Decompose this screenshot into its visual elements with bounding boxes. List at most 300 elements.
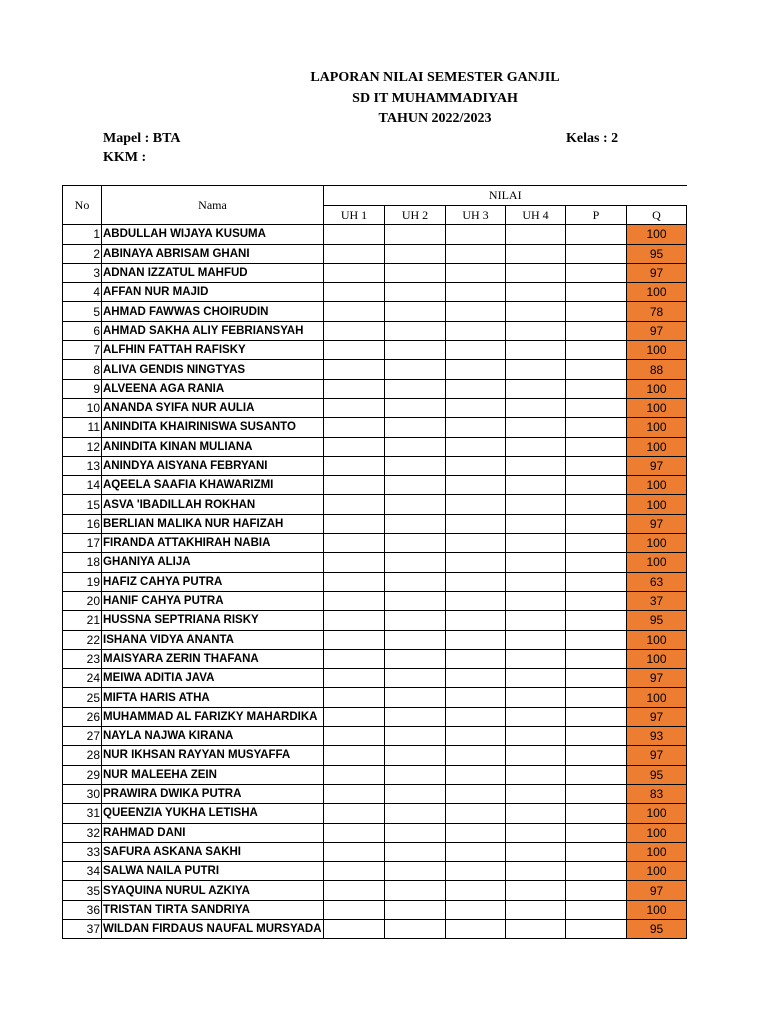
cell-q: 100 <box>627 862 687 881</box>
cell-uh3 <box>446 379 506 398</box>
cell-uh3 <box>446 881 506 900</box>
cell-uh4 <box>506 534 566 553</box>
table-row <box>63 360 687 379</box>
student-name: RAHMAD DANI <box>102 823 324 842</box>
cell-uh3 <box>446 784 506 803</box>
row-number: 16 <box>63 514 102 533</box>
cell-uh2 <box>385 649 446 668</box>
table-row <box>63 534 687 553</box>
row-number: 2 <box>63 244 102 263</box>
row-number: 7 <box>63 341 102 360</box>
cell-uh2 <box>385 244 446 263</box>
cell-uh2 <box>385 862 446 881</box>
cell-uh1 <box>324 784 385 803</box>
cell-uh2 <box>385 727 446 746</box>
row-number: 24 <box>63 669 102 688</box>
cell-uh3 <box>446 225 506 244</box>
cell-uh2 <box>385 225 446 244</box>
student-name: QUEENZIA YUKHA LETISHA <box>102 804 324 823</box>
cell-p <box>566 919 627 938</box>
cell-uh1 <box>324 341 385 360</box>
table-row <box>63 379 687 398</box>
cell-q: 95 <box>627 919 687 938</box>
cell-uh2 <box>385 302 446 321</box>
cell-uh4 <box>506 244 566 263</box>
cell-uh2 <box>385 919 446 938</box>
cell-uh2 <box>385 476 446 495</box>
cell-uh4 <box>506 823 566 842</box>
cell-uh3 <box>446 707 506 726</box>
cell-uh4 <box>506 688 566 707</box>
cell-q: 97 <box>627 669 687 688</box>
cell-p <box>566 534 627 553</box>
report-title: LAPORAN NILAI SEMESTER GANJIL <box>310 70 560 85</box>
student-name: TRISTAN TIRTA SANDRIYA <box>102 900 324 919</box>
row-number: 31 <box>63 804 102 823</box>
cell-uh2 <box>385 553 446 572</box>
student-name: MEIWA ADITIA JAVA <box>102 669 324 688</box>
student-name: AHMAD SAKHA ALIY FEBRIANSYAH <box>102 321 324 340</box>
cell-uh1 <box>324 649 385 668</box>
cell-uh4 <box>506 707 566 726</box>
cell-uh4 <box>506 418 566 437</box>
cell-uh3 <box>446 727 506 746</box>
cell-p <box>566 804 627 823</box>
cell-p <box>566 398 627 417</box>
header-uh1: UH 1 <box>324 206 385 225</box>
cell-uh4 <box>506 514 566 533</box>
cell-uh2 <box>385 398 446 417</box>
cell-uh1 <box>324 688 385 707</box>
header-nilai: NILAI <box>324 186 687 206</box>
row-number: 13 <box>63 456 102 475</box>
cell-p <box>566 418 627 437</box>
cell-q: 88 <box>627 360 687 379</box>
row-number: 28 <box>63 746 102 765</box>
cell-uh4 <box>506 225 566 244</box>
table-row <box>63 225 687 244</box>
table-row <box>63 611 687 630</box>
table-row <box>63 842 687 861</box>
table-row <box>63 784 687 803</box>
row-number: 35 <box>63 881 102 900</box>
cell-q: 100 <box>627 553 687 572</box>
student-name: ABINAYA ABRISAM GHANI <box>102 244 324 263</box>
cell-p <box>566 823 627 842</box>
cell-uh1 <box>324 842 385 861</box>
cell-p <box>566 746 627 765</box>
cell-q: 97 <box>627 707 687 726</box>
cell-p <box>566 727 627 746</box>
student-name: AHMAD FAWWAS CHOIRUDIN <box>102 302 324 321</box>
student-name: GHANIYA ALIJA <box>102 553 324 572</box>
cell-uh4 <box>506 862 566 881</box>
student-name: HANIF CAHYA PUTRA <box>102 591 324 610</box>
cell-uh1 <box>324 360 385 379</box>
row-number: 11 <box>63 418 102 437</box>
cell-uh4 <box>506 360 566 379</box>
cell-uh4 <box>506 611 566 630</box>
cell-q: 93 <box>627 727 687 746</box>
cell-uh4 <box>506 398 566 417</box>
cell-uh3 <box>446 842 506 861</box>
cell-uh2 <box>385 784 446 803</box>
cell-p <box>566 765 627 784</box>
table-row <box>63 341 687 360</box>
cell-uh2 <box>385 418 446 437</box>
cell-q: 100 <box>627 688 687 707</box>
class-label: Kelas : 2 <box>566 131 619 146</box>
row-number: 5 <box>63 302 102 321</box>
cell-uh4 <box>506 842 566 861</box>
row-number: 6 <box>63 321 102 340</box>
cell-q: 100 <box>627 534 687 553</box>
student-name: AQEELA SAAFIA KHAWARIZMI <box>102 476 324 495</box>
cell-uh2 <box>385 611 446 630</box>
cell-uh3 <box>446 919 506 938</box>
cell-uh2 <box>385 437 446 456</box>
cell-uh4 <box>506 900 566 919</box>
row-number: 26 <box>63 707 102 726</box>
school-year: TAHUN 2022/2023 <box>378 111 492 126</box>
cell-uh1 <box>324 823 385 842</box>
cell-q: 63 <box>627 572 687 591</box>
student-name: PRAWIRA DWIKA PUTRA <box>102 784 324 803</box>
cell-uh2 <box>385 707 446 726</box>
row-number: 10 <box>63 398 102 417</box>
subject-label: Mapel : BTA <box>103 131 181 146</box>
cell-p <box>566 842 627 861</box>
cell-uh1 <box>324 534 385 553</box>
cell-uh3 <box>446 572 506 591</box>
row-number: 17 <box>63 534 102 553</box>
cell-p <box>566 553 627 572</box>
cell-uh4 <box>506 456 566 475</box>
cell-q: 100 <box>627 630 687 649</box>
cell-q: 100 <box>627 823 687 842</box>
cell-uh2 <box>385 669 446 688</box>
row-number: 12 <box>63 437 102 456</box>
table-row <box>63 283 687 302</box>
cell-uh1 <box>324 727 385 746</box>
cell-uh1 <box>324 591 385 610</box>
cell-uh1 <box>324 514 385 533</box>
table-row <box>63 418 687 437</box>
cell-p <box>566 244 627 263</box>
cell-q: 95 <box>627 611 687 630</box>
cell-uh2 <box>385 360 446 379</box>
student-name: ISHANA VIDYA ANANTA <box>102 630 324 649</box>
cell-q: 83 <box>627 784 687 803</box>
cell-uh3 <box>446 476 506 495</box>
cell-uh4 <box>506 649 566 668</box>
student-name: SYAQUINA NURUL AZKIYA <box>102 881 324 900</box>
cell-p <box>566 611 627 630</box>
cell-uh2 <box>385 379 446 398</box>
student-name: SALWA NAILA PUTRI <box>102 862 324 881</box>
cell-uh4 <box>506 727 566 746</box>
cell-p <box>566 495 627 514</box>
cell-q: 97 <box>627 456 687 475</box>
cell-uh1 <box>324 476 385 495</box>
cell-uh4 <box>506 669 566 688</box>
cell-uh4 <box>506 591 566 610</box>
cell-uh4 <box>506 495 566 514</box>
cell-p <box>566 360 627 379</box>
student-name: NUR MALEEHA ZEIN <box>102 765 324 784</box>
row-number: 25 <box>63 688 102 707</box>
table-row <box>63 437 687 456</box>
cell-uh2 <box>385 900 446 919</box>
cell-p <box>566 707 627 726</box>
table-row <box>63 553 687 572</box>
table-row <box>63 727 687 746</box>
table-row <box>63 263 687 282</box>
student-name: ANINDYA AISYANA FEBRYANI <box>102 456 324 475</box>
row-number: 9 <box>63 379 102 398</box>
cell-p <box>566 456 627 475</box>
cell-uh1 <box>324 495 385 514</box>
row-number: 23 <box>63 649 102 668</box>
cell-uh4 <box>506 881 566 900</box>
student-name: ASVA 'IBADILLAH ROKHAN <box>102 495 324 514</box>
cell-p <box>566 688 627 707</box>
cell-uh3 <box>446 495 506 514</box>
cell-uh3 <box>446 746 506 765</box>
student-name: WILDAN FIRDAUS NAUFAL MURSYADA <box>102 919 324 938</box>
cell-p <box>566 881 627 900</box>
table-row <box>63 669 687 688</box>
cell-q: 100 <box>627 398 687 417</box>
cell-p <box>566 862 627 881</box>
cell-uh2 <box>385 630 446 649</box>
cell-uh2 <box>385 283 446 302</box>
table-row <box>63 302 687 321</box>
cell-uh3 <box>446 630 506 649</box>
cell-p <box>566 302 627 321</box>
table-row <box>63 321 687 340</box>
student-name: SAFURA ASKANA SAKHI <box>102 842 324 861</box>
cell-uh4 <box>506 263 566 282</box>
cell-p <box>566 341 627 360</box>
cell-uh1 <box>324 630 385 649</box>
cell-uh3 <box>446 900 506 919</box>
cell-uh2 <box>385 495 446 514</box>
cell-uh1 <box>324 244 385 263</box>
cell-p <box>566 514 627 533</box>
cell-uh3 <box>446 437 506 456</box>
row-number: 34 <box>63 862 102 881</box>
cell-uh3 <box>446 341 506 360</box>
cell-uh3 <box>446 591 506 610</box>
cell-q: 95 <box>627 244 687 263</box>
cell-uh3 <box>446 669 506 688</box>
cell-uh3 <box>446 765 506 784</box>
cell-uh1 <box>324 611 385 630</box>
table-row <box>63 476 687 495</box>
cell-q: 100 <box>627 804 687 823</box>
cell-q: 37 <box>627 591 687 610</box>
row-number: 18 <box>63 553 102 572</box>
cell-uh1 <box>324 707 385 726</box>
table-row <box>63 707 687 726</box>
cell-uh1 <box>324 225 385 244</box>
cell-uh3 <box>446 244 506 263</box>
student-name: BERLIAN MALIKA NUR HAFIZAH <box>102 514 324 533</box>
cell-uh3 <box>446 649 506 668</box>
row-number: 33 <box>63 842 102 861</box>
table-row <box>63 572 687 591</box>
cell-uh1 <box>324 263 385 282</box>
cell-uh1 <box>324 919 385 938</box>
row-number: 14 <box>63 476 102 495</box>
cell-uh1 <box>324 746 385 765</box>
cell-uh1 <box>324 881 385 900</box>
cell-uh3 <box>446 553 506 572</box>
cell-uh2 <box>385 591 446 610</box>
cell-q: 100 <box>627 900 687 919</box>
student-name: ALFHIN FATTAH RAFISKY <box>102 341 324 360</box>
row-number: 3 <box>63 263 102 282</box>
cell-q: 100 <box>627 418 687 437</box>
cell-uh4 <box>506 784 566 803</box>
table-row <box>63 900 687 919</box>
student-name: ANANDA SYIFA NUR AULIA <box>102 398 324 417</box>
cell-uh2 <box>385 321 446 340</box>
student-name: ANINDITA KHAIRINISWA SUSANTO <box>102 418 324 437</box>
cell-uh3 <box>446 611 506 630</box>
row-number: 15 <box>63 495 102 514</box>
cell-p <box>566 591 627 610</box>
row-number: 29 <box>63 765 102 784</box>
cell-q: 100 <box>627 341 687 360</box>
cell-uh4 <box>506 746 566 765</box>
cell-q: 100 <box>627 379 687 398</box>
grades-table <box>62 185 687 939</box>
cell-uh1 <box>324 456 385 475</box>
cell-uh2 <box>385 572 446 591</box>
student-name: ALVEENA AGA RANIA <box>102 379 324 398</box>
cell-p <box>566 225 627 244</box>
cell-p <box>566 572 627 591</box>
table-row <box>63 804 687 823</box>
table-row <box>63 591 687 610</box>
cell-q: 100 <box>627 437 687 456</box>
cell-uh4 <box>506 341 566 360</box>
cell-q: 95 <box>627 765 687 784</box>
student-name: MAISYARA ZERIN THAFANA <box>102 649 324 668</box>
row-number: 19 <box>63 572 102 591</box>
cell-q: 100 <box>627 283 687 302</box>
cell-uh3 <box>446 398 506 417</box>
cell-uh4 <box>506 321 566 340</box>
cell-uh2 <box>385 534 446 553</box>
table-row <box>63 630 687 649</box>
cell-uh3 <box>446 263 506 282</box>
cell-q: 97 <box>627 321 687 340</box>
cell-uh4 <box>506 919 566 938</box>
cell-p <box>566 263 627 282</box>
row-number: 36 <box>63 900 102 919</box>
cell-uh1 <box>324 437 385 456</box>
cell-uh1 <box>324 862 385 881</box>
row-number: 22 <box>63 630 102 649</box>
header-nama: Nama <box>102 186 324 225</box>
cell-p <box>566 476 627 495</box>
cell-uh1 <box>324 302 385 321</box>
student-name: ABDULLAH WIJAYA KUSUMA <box>102 225 324 244</box>
cell-uh4 <box>506 553 566 572</box>
student-name: ANINDITA KINAN MULIANA <box>102 437 324 456</box>
cell-uh2 <box>385 341 446 360</box>
cell-uh3 <box>446 862 506 881</box>
table-row <box>63 514 687 533</box>
student-name: HUSSNA SEPTRIANA RISKY <box>102 611 324 630</box>
student-name: MIFTA HARIS ATHA <box>102 688 324 707</box>
kkm-label: KKM : <box>103 150 147 165</box>
student-name: NAYLA NAJWA KIRANA <box>102 727 324 746</box>
cell-p <box>566 283 627 302</box>
row-number: 32 <box>63 823 102 842</box>
cell-uh3 <box>446 360 506 379</box>
cell-uh2 <box>385 456 446 475</box>
header-uh3: UH 3 <box>446 206 506 225</box>
cell-uh1 <box>324 553 385 572</box>
cell-p <box>566 649 627 668</box>
cell-uh1 <box>324 572 385 591</box>
cell-uh1 <box>324 804 385 823</box>
row-number: 30 <box>63 784 102 803</box>
cell-uh2 <box>385 263 446 282</box>
table-row <box>63 881 687 900</box>
cell-q: 100 <box>627 225 687 244</box>
cell-p <box>566 379 627 398</box>
cell-uh3 <box>446 688 506 707</box>
cell-uh4 <box>506 476 566 495</box>
cell-q: 97 <box>627 514 687 533</box>
table-row <box>63 688 687 707</box>
cell-p <box>566 437 627 456</box>
cell-p <box>566 900 627 919</box>
table-row <box>63 495 687 514</box>
student-name: ALIVA GENDIS NINGTYAS <box>102 360 324 379</box>
cell-uh2 <box>385 746 446 765</box>
cell-uh2 <box>385 881 446 900</box>
table-row <box>63 919 687 938</box>
cell-uh4 <box>506 437 566 456</box>
row-number: 1 <box>63 225 102 244</box>
cell-q: 97 <box>627 881 687 900</box>
cell-uh3 <box>446 321 506 340</box>
row-number: 21 <box>63 611 102 630</box>
cell-uh2 <box>385 514 446 533</box>
grades-body <box>63 225 687 939</box>
cell-uh1 <box>324 418 385 437</box>
cell-uh1 <box>324 398 385 417</box>
cell-q: 100 <box>627 495 687 514</box>
student-name: MUHAMMAD AL FARIZKY MAHARDIKA <box>102 707 324 726</box>
header-uh4: UH 4 <box>506 206 566 225</box>
student-name: ADNAN IZZATUL MAHFUD <box>102 263 324 282</box>
cell-p <box>566 321 627 340</box>
row-number: 27 <box>63 727 102 746</box>
row-number: 8 <box>63 360 102 379</box>
cell-p <box>566 669 627 688</box>
cell-q: 100 <box>627 476 687 495</box>
cell-uh1 <box>324 283 385 302</box>
header-p: P <box>566 206 627 225</box>
cell-uh4 <box>506 379 566 398</box>
